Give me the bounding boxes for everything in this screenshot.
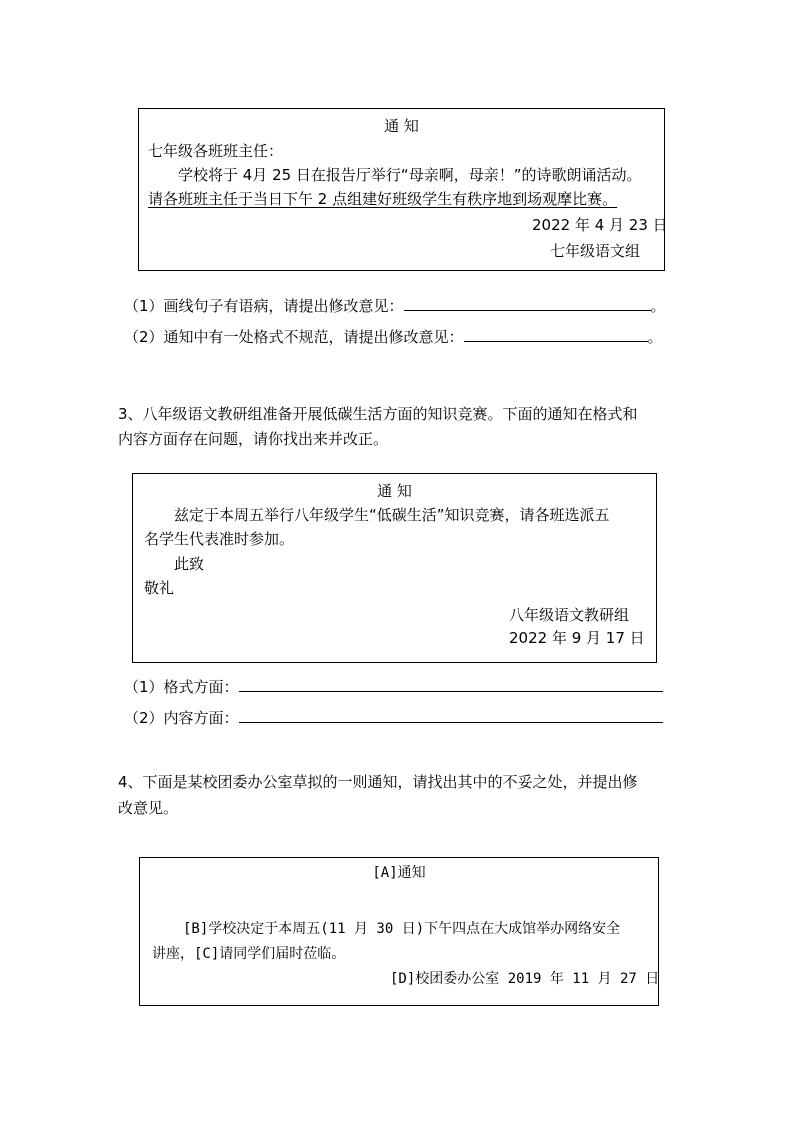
q1-item1-end: 。 — [650, 297, 666, 315]
notice3-footer: [D]校团委办公室 2019 年 11 月 27 日 — [390, 971, 660, 987]
answer-blank-1[interactable] — [404, 296, 651, 311]
notice2-body-line1: 兹定于本周五举行八年级学生“低碳生活”知识竞赛，请各班选派五 — [174, 506, 610, 524]
notice1-date: 2022 年 4 月 23 日 — [532, 216, 668, 234]
q1-item2-label: （2）通知中有一处格式不规范，请提出修改意见： — [124, 328, 464, 346]
notice2-closing1: 此致 — [174, 555, 205, 573]
notice3-body-line1: [B]学校决定于本周五(11 月 30 日)下午四点在大成馆举办网络安全 — [183, 921, 621, 937]
notice2-signature: 八年级语文教研组 — [509, 606, 630, 624]
notice2-date: 2022 年 9 月 17 日 — [509, 629, 645, 647]
q1-item2-end: 。 — [647, 328, 663, 346]
q3-prompt-line1: 3、八年级语文教研组准备开展低碳生活方面的知识竞赛。下面的通知在格式和 — [118, 405, 638, 423]
notice3-title: [A]通知 — [372, 865, 426, 881]
answer-blank-content[interactable] — [239, 708, 663, 723]
notice2-closing2: 敬礼 — [144, 579, 175, 597]
notice1-title: 通 知 — [384, 117, 419, 135]
answer-blank-2[interactable] — [464, 327, 648, 342]
notice2-title: 通 知 — [377, 482, 412, 500]
q3-answer2-label: （2）内容方面： — [124, 709, 239, 727]
q3-answer1-label: （1）格式方面： — [124, 678, 239, 696]
notice1-salutation: 七年级各班班主任： — [148, 142, 284, 160]
notice3-body-line2: 讲座，[C]请同学们届时莅临。 — [152, 946, 346, 962]
q1-item1-label: （1）画线句子有语病，请提出修改意见： — [124, 297, 404, 315]
notice1-body-line2-underlined: 请各班班主任于当日下午 2 点组建好班级学生有秩序地到场观摩比赛。 — [148, 190, 618, 208]
q3-answer2 — [124, 708, 663, 728]
notice1-body-line1: 学校将于 4月 25 日在报告厅举行“母亲啊，母亲！”的诗歌朗诵活动。 — [178, 166, 642, 184]
q3-prompt-line2: 内容方面存在问题，请你找出来并改正。 — [118, 430, 389, 448]
q4-prompt-line1: 4、下面是某校团委办公室草拟的一则通知，请找出其中的不妥之处，并提出修 — [118, 773, 638, 791]
notice2-body-line2: 名学生代表准时参加。 — [144, 530, 295, 548]
q1-item2 — [124, 327, 663, 347]
notice1-signature: 七年级语文组 — [550, 242, 641, 260]
q1-item1 — [124, 296, 666, 316]
q4-prompt-line2: 改意见。 — [118, 799, 179, 817]
q3-answer1 — [124, 677, 663, 697]
answer-blank-format[interactable] — [239, 677, 663, 692]
